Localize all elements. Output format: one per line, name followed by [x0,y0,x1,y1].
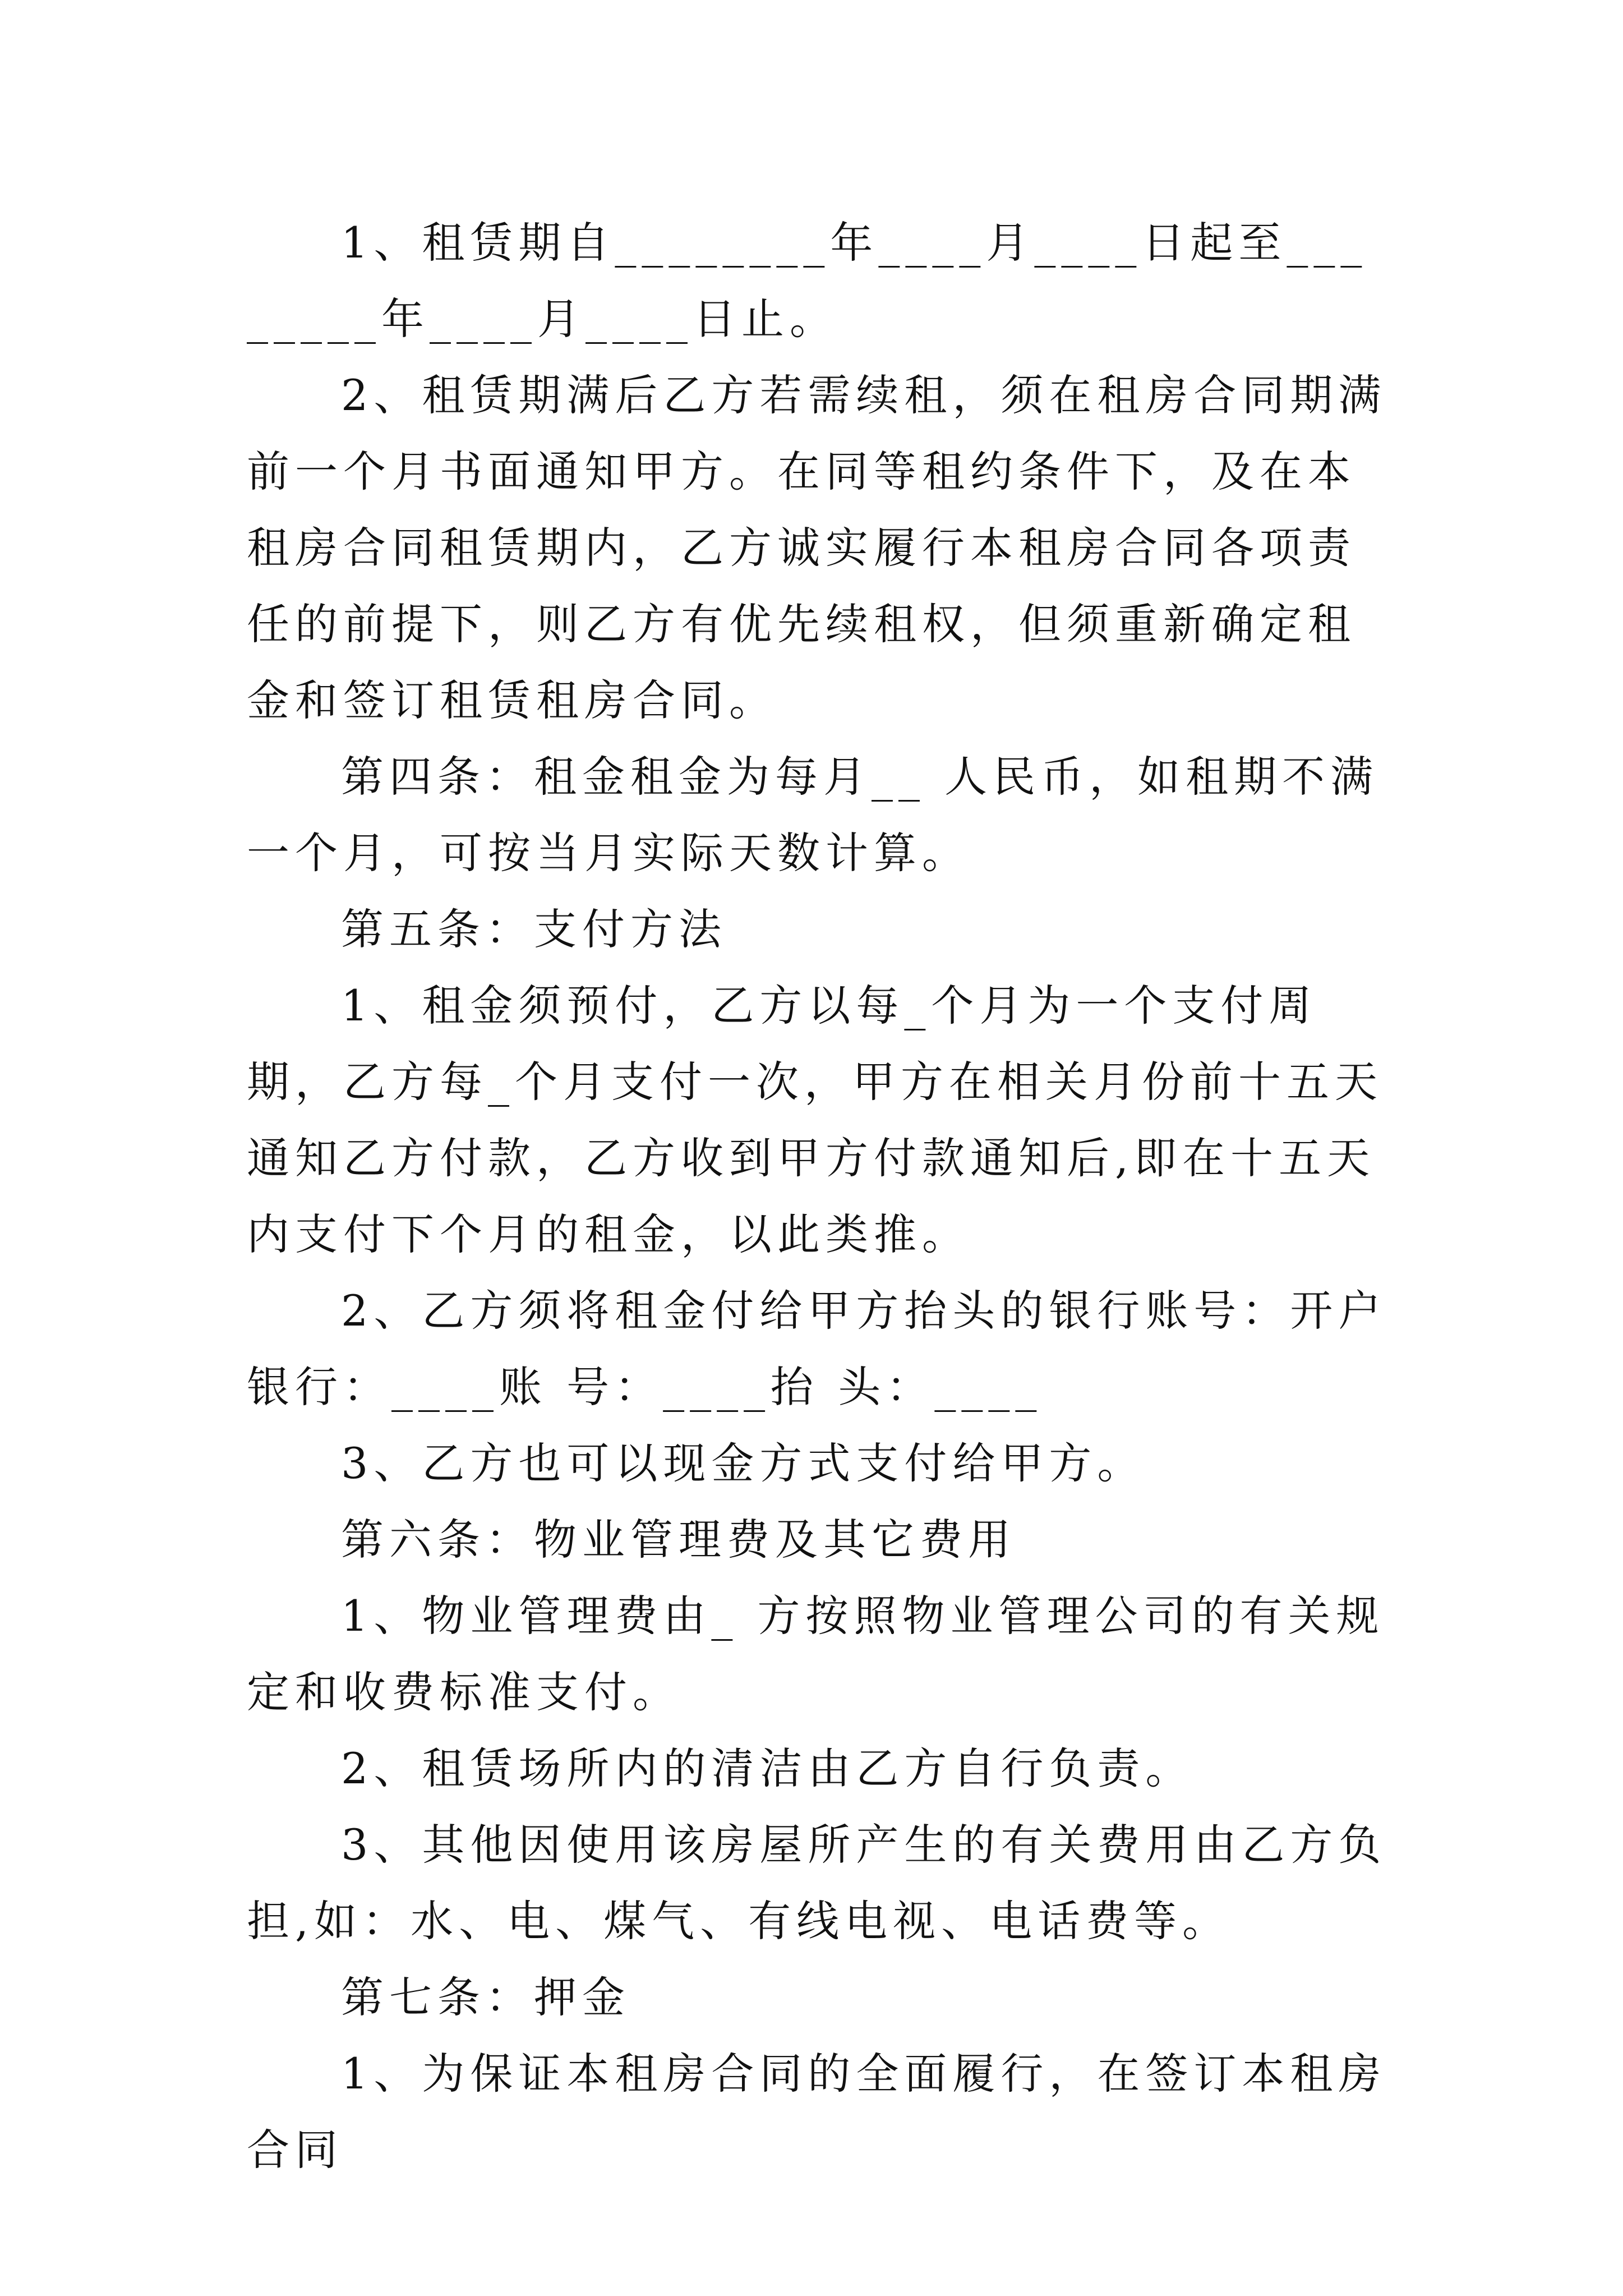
heading-article-5-payment: 第五条：支付方法 [341,904,727,954]
paragraph-lease-term: 1、租赁期自________年____月____日起至________年____月____日止。 [247,218,1368,344]
paragraph-cleaning: 2、租赁场所内的清洁由乙方自行负责。 [341,1743,1194,1793]
paragraph-prepayment: 1、租金须预付，乙方以每_个月为一个支付周期，乙方每_个月支付一次，甲方在相关月份前十五天通知乙方付款，乙方收到甲方付款通知后,即在十五天内支付下个月的租金，以此类推。 [247,981,1383,1259]
paragraph-article-4-rent: 第四条：租金租金为每月__ 人民币，如租期不满一个月，可按当月实际天数计算。 [247,752,1379,878]
heading-article-7-deposit: 第七条：押金 [341,1972,630,2022]
heading-article-6-fees: 第六条：物业管理费及其它费用 [341,1515,1016,1565]
paragraph-management-fee: 1、物业管理费由_ 方按照物业管理公司的有关规定和收费标准支付。 [247,1591,1385,1717]
paragraph-deposit: 1、为保证本租房合同的全面履行，在签订本租房合同 [247,2049,1387,2175]
document-body [247,205,1391,2188]
paragraph-other-fees: 3、其他因使用该房屋所产生的有关费用由乙方负担,如：水、电、煤气、有线电视、电话费等。 [247,1820,1387,1946]
paragraph-cash-payment: 3、乙方也可以现金方式支付给甲方。 [341,1438,1146,1488]
paragraph-bank-account: 2、乙方须将租金付给甲方抬头的银行账号：开户银行：____账 号：____抬 头：____ [247,1286,1387,1412]
paragraph-renewal: 2、租赁期满后乙方若需续租，须在租房合同期满前一个月书面通知甲方。在同等租约条件下，及在本租房合同租赁期内，乙方诚实履行本租房合同各项责任的前提下，则乙方有优先续租权，但须重新确定租金和签订租赁租房合同。 [247,370,1387,725]
